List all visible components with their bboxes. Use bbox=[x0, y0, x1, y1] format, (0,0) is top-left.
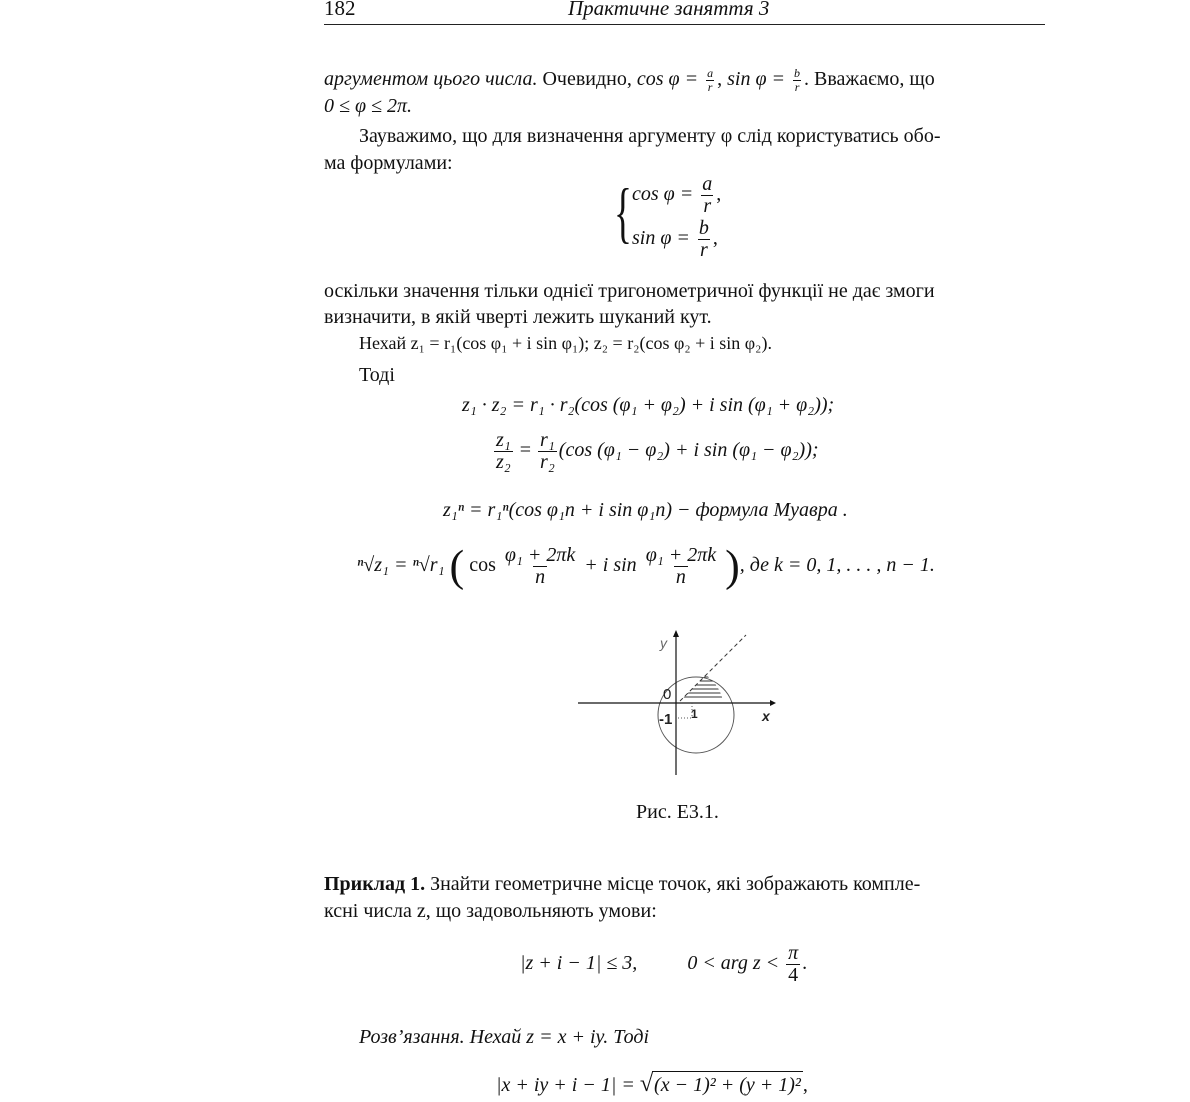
figure-caption: Рис. Е3.1. bbox=[636, 801, 719, 823]
quot-z1: z₁ bbox=[496, 429, 511, 451]
modulus-end: , bbox=[802, 1074, 808, 1096]
frac-b-r bbox=[792, 67, 802, 93]
modulus-lhs: |x + iy + i − 1| = bbox=[496, 1074, 635, 1096]
quot-tail: (cos (φ₁ − φ₂) + i sin (φ₁ − φ₂)); bbox=[558, 439, 819, 462]
then-word: Тоді bbox=[359, 364, 395, 386]
frac-r2: r bbox=[794, 79, 800, 94]
example-conditions bbox=[520, 943, 807, 986]
frac-b: b bbox=[794, 66, 801, 81]
system-row2 bbox=[632, 218, 718, 261]
system-frac-b bbox=[697, 218, 711, 261]
example-text: Знайти геометричне місце точок, які зображають компле- bbox=[430, 873, 921, 895]
system-r2: r bbox=[700, 239, 708, 261]
root-lhs: ⁿ√z₁ = ⁿ√r₁ bbox=[357, 554, 445, 577]
para1-tail: Вважаємо, що bbox=[814, 68, 935, 90]
frac-a: a bbox=[707, 66, 714, 81]
modulus-radicand: (x − 1)² + (y + 1)² bbox=[652, 1071, 803, 1098]
para3-line2: визначити, в якій чверті лежить шуканий кут. bbox=[324, 306, 712, 328]
cos-eq: cos φ = bbox=[636, 68, 699, 90]
frac-a-r bbox=[705, 67, 715, 93]
running-title: Практичне заняття 3 bbox=[568, 0, 770, 20]
system-brace: { bbox=[614, 174, 632, 250]
one-label: 1 bbox=[691, 707, 698, 721]
header-rule bbox=[324, 24, 1045, 25]
sqrt-icon: √ bbox=[639, 1071, 654, 1097]
cond-end: . bbox=[802, 952, 808, 975]
comma2: , bbox=[712, 227, 718, 250]
x-arrow-icon bbox=[770, 700, 776, 706]
y-label: y bbox=[660, 635, 667, 651]
quot-eq: = bbox=[519, 439, 532, 462]
example-line2: ксні числа z, що задовольняють умови: bbox=[324, 900, 657, 922]
para2-line1: Зауважимо, що для визначення аргументу φ слід користуватись обо- bbox=[359, 125, 941, 147]
root-frac2 bbox=[644, 545, 718, 588]
solution-text: Нехай z = x + iy. Тоді bbox=[469, 1026, 650, 1048]
quotient-formula bbox=[492, 430, 819, 473]
figure-e3-1 bbox=[570, 625, 790, 780]
root-formula bbox=[357, 541, 935, 591]
four: 4 bbox=[788, 964, 799, 986]
minus-one-label: -1 bbox=[659, 711, 673, 728]
comma1: , bbox=[716, 183, 722, 206]
solution-line bbox=[359, 1024, 649, 1050]
root-den2: n bbox=[675, 566, 686, 588]
quot-z-frac bbox=[494, 430, 513, 473]
sin-eq: sin φ = bbox=[727, 68, 786, 90]
right-paren: ) bbox=[725, 541, 740, 591]
product-formula: z₁ · z₂ = r₁ · r₂(cos (φ₁ + φ₂) + i sin (φ₁ + φ₂)); bbox=[462, 394, 835, 416]
root-tail: , де k = 0, 1, . . . , n − 1. bbox=[739, 554, 935, 577]
system-frac-a bbox=[700, 174, 714, 217]
quot-r-frac bbox=[538, 430, 557, 473]
para1-line1: аргументом цього числа. Очевидно, cos φ = $\frac{a}{r}$ , sin φ = $\frac{b}{r}$ . Вважаємо, що bbox=[324, 66, 935, 94]
term-argument: аргументом цього числа. bbox=[324, 68, 538, 90]
left-paren: ( bbox=[449, 541, 465, 591]
origin-label: 0 bbox=[663, 686, 672, 703]
system-cos: cos φ = bbox=[632, 183, 694, 206]
condition-modulus: |z + i − 1| ≤ 3, bbox=[520, 952, 638, 975]
example-label: Приклад 1. bbox=[324, 873, 426, 895]
modulus-formula bbox=[496, 1071, 808, 1098]
root-num2: φ₁ + 2πk bbox=[645, 544, 717, 566]
para2-line2: ма формулами: bbox=[324, 152, 453, 174]
quot-r2: r₂ bbox=[540, 451, 555, 473]
pi: π bbox=[788, 942, 799, 964]
x-label: x bbox=[762, 708, 770, 724]
y-arrow-icon bbox=[673, 630, 679, 637]
root-isin: + i sin bbox=[584, 554, 637, 577]
moivre-formula: z₁ⁿ = r₁ⁿ(cos φ₁n + i sin φ₁n) − формула Муавра . bbox=[443, 499, 848, 521]
root-den1: n bbox=[535, 566, 546, 588]
let-line: Нехай z₁ = r₁(cos φ₁ + i sin φ₁); z₂ = r₂(cos φ₂ + i sin φ₂). bbox=[359, 333, 772, 353]
quot-z2: z₂ bbox=[496, 451, 511, 473]
page-number: 182 bbox=[324, 0, 356, 20]
root-frac1 bbox=[503, 545, 577, 588]
quot-r1: r₁ bbox=[540, 429, 555, 451]
ray-pi-4 bbox=[680, 635, 746, 701]
system-r1: r bbox=[703, 195, 712, 217]
root-cos: cos bbox=[469, 554, 496, 577]
frac-r: r bbox=[707, 79, 713, 94]
system-sin: sin φ = bbox=[632, 227, 690, 250]
solution-label: Розв’язання. bbox=[359, 1026, 465, 1048]
system-b: b bbox=[698, 217, 709, 239]
pi-over-4 bbox=[786, 943, 800, 986]
condition-arg: 0 < arg z < bbox=[687, 952, 780, 975]
example-line1 bbox=[324, 871, 920, 897]
para1-text: Очевидно, bbox=[542, 68, 632, 90]
system-row1 bbox=[632, 174, 721, 217]
para1-line2: 0 ≤ φ ≤ 2π. bbox=[324, 95, 413, 117]
para3-line1: оскільки значення тільки однієї тригонометричної функції не дає змоги bbox=[324, 280, 935, 302]
root-num1: φ₁ + 2πk bbox=[504, 544, 576, 566]
system-a: a bbox=[702, 173, 713, 195]
